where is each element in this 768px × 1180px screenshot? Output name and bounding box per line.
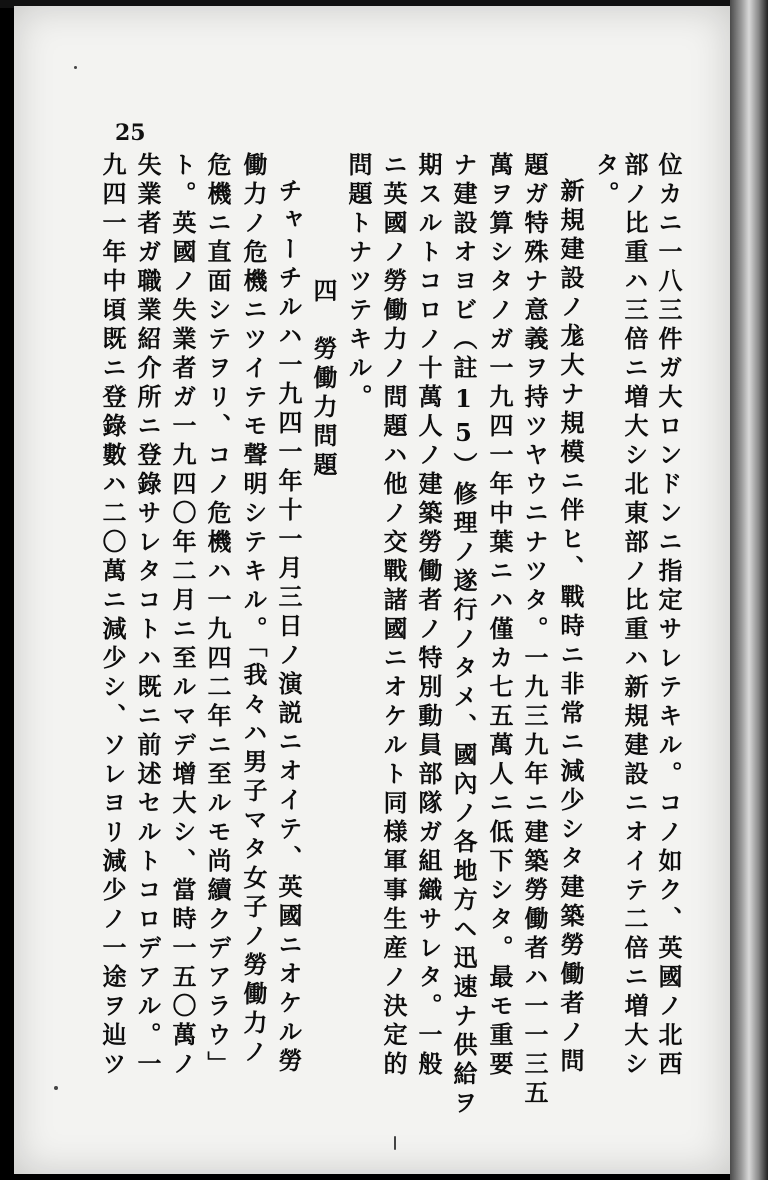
text-column: ナ建設オヨビ（註15）修理ノ遂行ノタメ、國內ノ各地方ヘ迅速ナ供給ヲ bbox=[449, 152, 478, 1119]
text-column: ニ英國ノ勞働力ノ問題ハ他ノ交戰諸國ニオケルト同様軍事生産ノ決定的 bbox=[379, 152, 408, 1080]
scan-speck bbox=[54, 1086, 58, 1090]
scan-speck bbox=[74, 66, 77, 69]
text-column: 題ガ特殊ナ意義ヲ持ツヤウニナツタ。一九三九年ニ建築勞働者ハ一一三五 bbox=[520, 152, 549, 1109]
text-column: 位カニ一八三件ガ大ロンドンニ指定サレテキル。コノ如ク、英國ノ北西 bbox=[654, 152, 683, 1080]
text-column: 九四一年中頃既ニ登錄數ハ二〇萬ニ減少シ、ソレヨリ減少ノ一途ヲ辿ツ bbox=[98, 152, 127, 1080]
page-number: 25 bbox=[115, 120, 146, 146]
text-column: 危機ニ直面シテヲリ、コノ危機ハ一九四二年ニ至ルモ尚續クデアラウ」 bbox=[203, 152, 232, 1080]
text-column: 期スルトコロノ十萬人ノ建築勞働者ノ特別動員部隊ガ組織サレタ。一般 bbox=[414, 152, 443, 1080]
text-column: 働力ノ危機ニツイテモ聲明シテキル。「我々ハ男子マタ女子ノ勞働力ノ bbox=[239, 152, 268, 1068]
text-column: 失業者ガ職業紹介所ニ登錄サレタコトハ既ニ前述セルトコロデアル。一 bbox=[133, 152, 162, 1080]
text-column: タ。 bbox=[591, 152, 620, 210]
text-column: 部ノ比重ハ三倍ニ増大シ北東部ノ比重ハ新規建設ニオイテ二倍ニ増大シ bbox=[620, 152, 649, 1080]
text-column: ト。英國ノ失業者ガ一九四〇年二月ニ至ルマデ增大シ、當時一五〇萬ノ bbox=[168, 152, 197, 1080]
text-column: 萬ヲ算シタノガ一九四一年中葉ニハ僅カ七五萬人ニ低下シタ。最モ重要 bbox=[485, 152, 514, 1080]
text-column: 問題トナツテキル。 bbox=[344, 152, 373, 413]
text-column: 新規建設ノ尨大ナ規模ニ伴ヒ、戰時ニ非常ニ減少シタ建築勞働者ノ問 bbox=[556, 178, 585, 1077]
text-column: チャーチルハ一九四一年十一月三日ノ演説ニオイテ、英國ニオケル勞 bbox=[274, 178, 303, 1077]
book-spine-edge bbox=[730, 0, 768, 1180]
scan-speck bbox=[394, 1136, 396, 1150]
section-heading: 四 勞働力問題 bbox=[309, 278, 338, 481]
